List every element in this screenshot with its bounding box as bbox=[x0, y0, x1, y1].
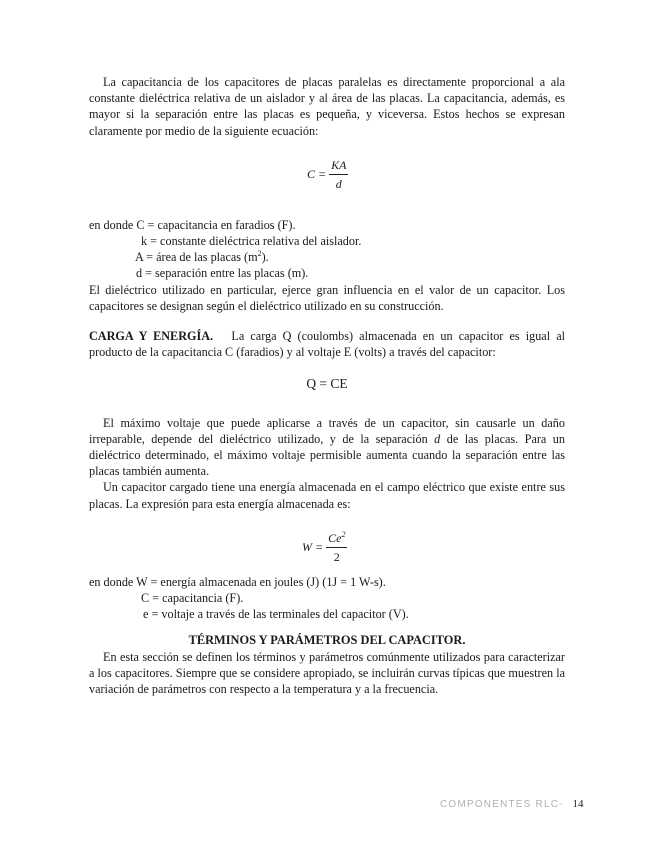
equation-lhs: W = bbox=[302, 540, 324, 555]
paragraph-carga bbox=[89, 328, 565, 360]
paragraph-dielectric: El dieléctrico utilizado en particular, ejerce gran influencia en el valor de un capacitor. Los capacitores se designan según el dieléctrico utilizado en su construcción. bbox=[89, 282, 565, 313]
equation-capacitance bbox=[89, 139, 565, 199]
page-body bbox=[89, 74, 565, 697]
carga-text: La carga Q (coulombs) almacenada en un capacitor es igual al producto de la capacitancia C (faradios) y al voltaje E (volts) a través del capacitor: bbox=[89, 329, 566, 360]
paragraph-terms: En esta sección se definen los términos y parámetros comúnmente utilizados para caracterizar a los capacitores. Siempre que se considere apropiado, se incluirán curvas típicas que muestren la variación de parámetros con respecto a la temperatura y a la frecuencia. bbox=[89, 649, 565, 697]
definition-d: d = separación entre las placas (m). bbox=[136, 266, 309, 281]
footer-tag: COMPONENTES RLC- bbox=[440, 799, 564, 810]
carga-heading: CARGA Y ENERGÍA. bbox=[89, 329, 214, 344]
equation-denominator: 2 bbox=[333, 550, 340, 565]
definition-a: A = área de las placas $(m^2)$. bbox=[135, 249, 269, 265]
equation-lhs: C = bbox=[307, 167, 327, 182]
definition-w: en donde W = energía almacenada en joules (J) (1J = 1 W-s). bbox=[89, 574, 386, 589]
paragraph-max-voltage: El máximo voltaje que puede aplicarse a través de un capacitor, sin causarle un daño irreparable, depende del dieléctrico utilizado, y de la separación d de las placas. Para un dieléctrico determinado, el máximo voltaje permisible aumenta cuando la separación entre las placas también aumenta. bbox=[89, 415, 565, 479]
equation-numerator: Ce$^2$ bbox=[326, 530, 347, 548]
equation-numerator: KA bbox=[329, 157, 348, 175]
definition-c2: C = capacitancia (F). bbox=[141, 591, 244, 606]
definition-k: k = constante dieléctrica relativa del aislador. bbox=[141, 234, 362, 249]
section-heading: TÉRMINOS Y PARÁMETROS DEL CAPACITOR. bbox=[188, 633, 466, 648]
page-number: 14 bbox=[572, 798, 584, 810]
paragraph-energy: Un capacitor cargado tiene una energía almacenada en el campo eléctrico que existe entre sus placas. La expresión para esta energía almacenada es: bbox=[89, 480, 565, 511]
definition-e: e = voltaje a través de las terminales del capacitor (V). bbox=[143, 607, 409, 622]
page-footer bbox=[440, 798, 583, 810]
equation-denominator: d bbox=[335, 177, 342, 192]
definition-c: en donde C = capacitancia en faradios (F). bbox=[89, 217, 296, 232]
equation-charge: Q = CE bbox=[306, 376, 348, 392]
equation-energy bbox=[89, 512, 565, 574]
paragraph-capacitance-intro: La capacitancia de los capacitores de placas paralelas es directamente proporcional a ala constante dieléctrica relativa de un aislador y al área de las placas. La capacitancia, además, es mayor si la separación entre las placas es pequeña, y viceversa. Estos hechos se expresan claramente por medio de la siguiente ecuación: bbox=[89, 75, 565, 138]
